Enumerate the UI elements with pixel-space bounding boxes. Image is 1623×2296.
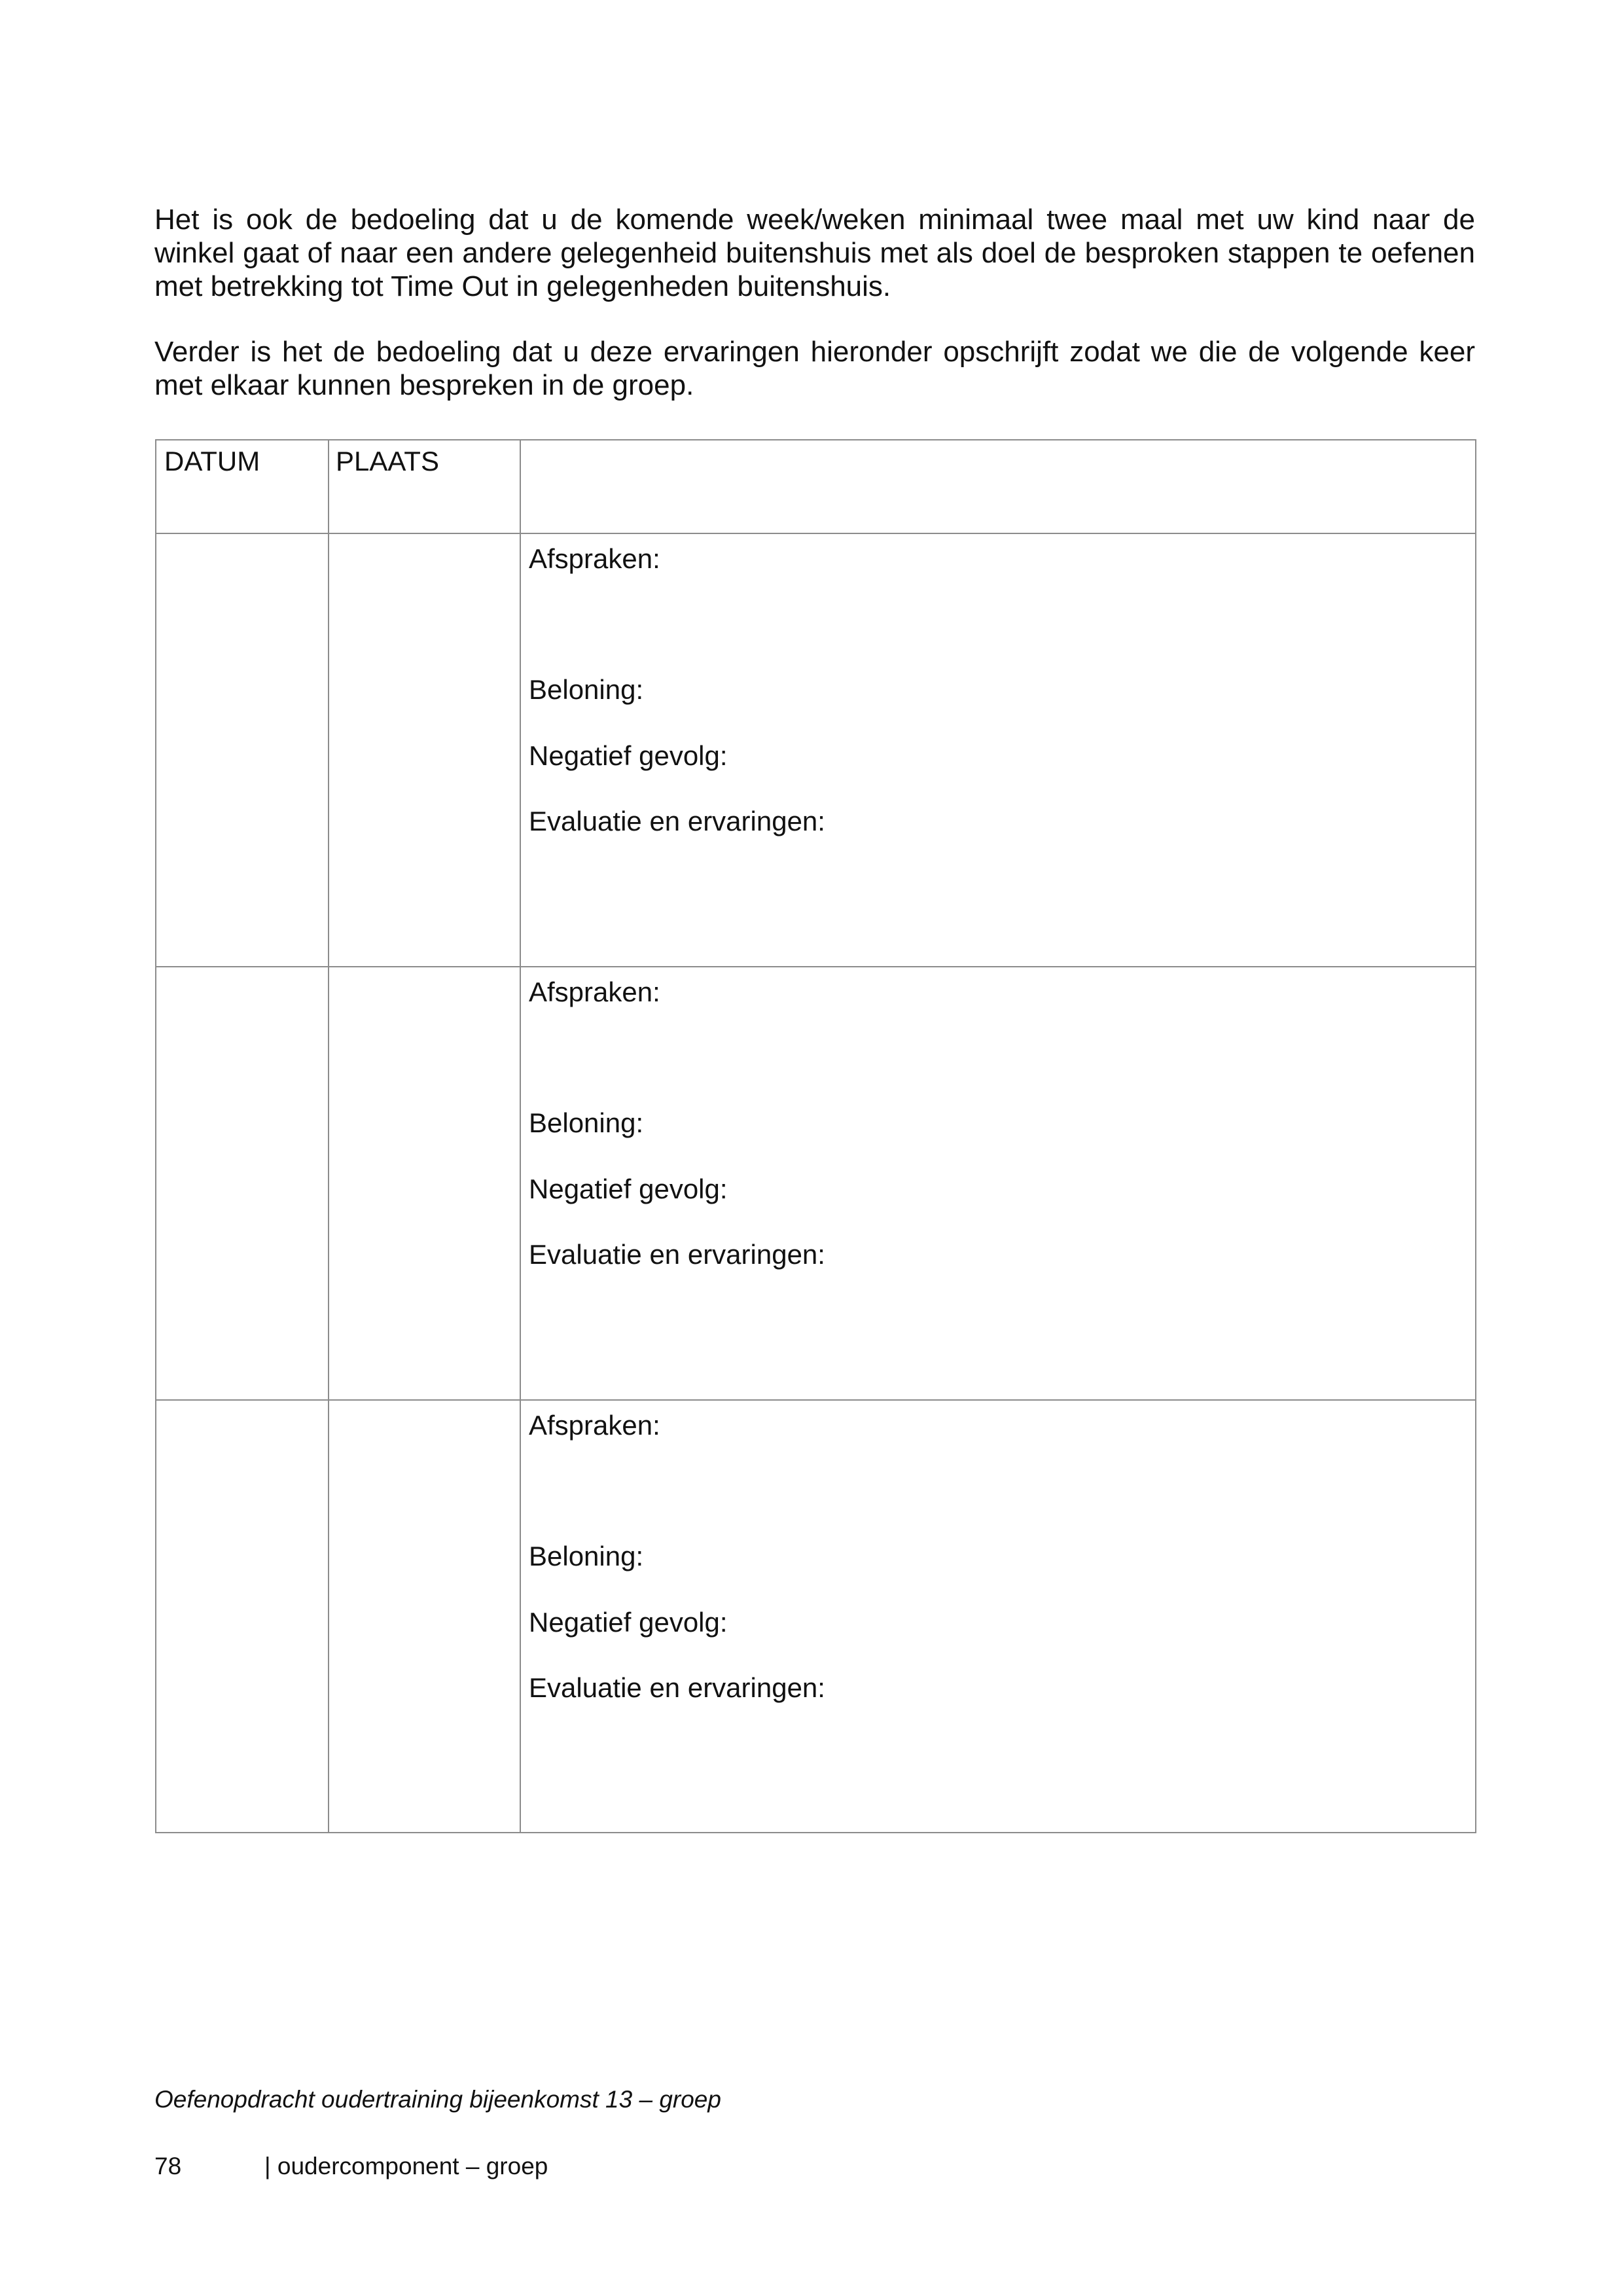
entry-cell[interactable] — [529, 969, 1445, 1388]
row-divider — [156, 533, 1475, 534]
negatief-gevolg-label: Negatief gevolg: — [529, 740, 728, 771]
header-datum: DATUM — [164, 446, 260, 476]
intro-paragraph: Het is ook de bedoeling dat u de komende week/weken minimaal twee maal met uw kind naar de winkel gaat of naar een andere gelegenheid buitenshuis met als doel de besproken stappen te oefenen met betrekking tot Time Out in gelegenheden buitenshuis. — [154, 204, 1475, 302]
beloning-label: Beloning: — [529, 1541, 644, 1571]
beloning-label: Beloning: — [529, 674, 644, 705]
evaluatie-label: Evaluatie en ervaringen: — [529, 806, 825, 836]
column-divider — [520, 440, 521, 1832]
entry-cell[interactable] — [529, 1402, 1445, 1821]
negatief-gevolg-label: Negatief gevolg: — [529, 1174, 728, 1204]
instruction-paragraph: Verder is het de bedoeling dat u deze ervaringen hieronder opschrijft zodat we die de volgende keer met elkaar kunnen bespreken in de groep. — [154, 336, 1475, 401]
footer-title: Oefenopdracht oudertraining bijeenkomst 13 – groep — [154, 2086, 721, 2113]
footer-section: | oudercomponent – groep — [264, 2153, 548, 2179]
exercise-table — [155, 439, 1476, 1833]
row-divider — [156, 966, 1475, 967]
column-divider — [328, 440, 329, 1832]
afspraken-label: Afspraken: — [529, 1410, 660, 1441]
row-divider — [156, 1399, 1475, 1401]
page-number: 78 — [154, 2153, 182, 2179]
entry-cell[interactable] — [529, 535, 1445, 954]
evaluatie-label: Evaluatie en ervaringen: — [529, 1239, 825, 1270]
header-plaats: PLAATS — [336, 446, 439, 476]
beloning-label: Beloning: — [529, 1107, 644, 1138]
evaluatie-label: Evaluatie en ervaringen: — [529, 1672, 825, 1703]
negatief-gevolg-label: Negatief gevolg: — [529, 1607, 728, 1638]
afspraken-label: Afspraken: — [529, 543, 660, 574]
afspraken-label: Afspraken: — [529, 977, 660, 1007]
